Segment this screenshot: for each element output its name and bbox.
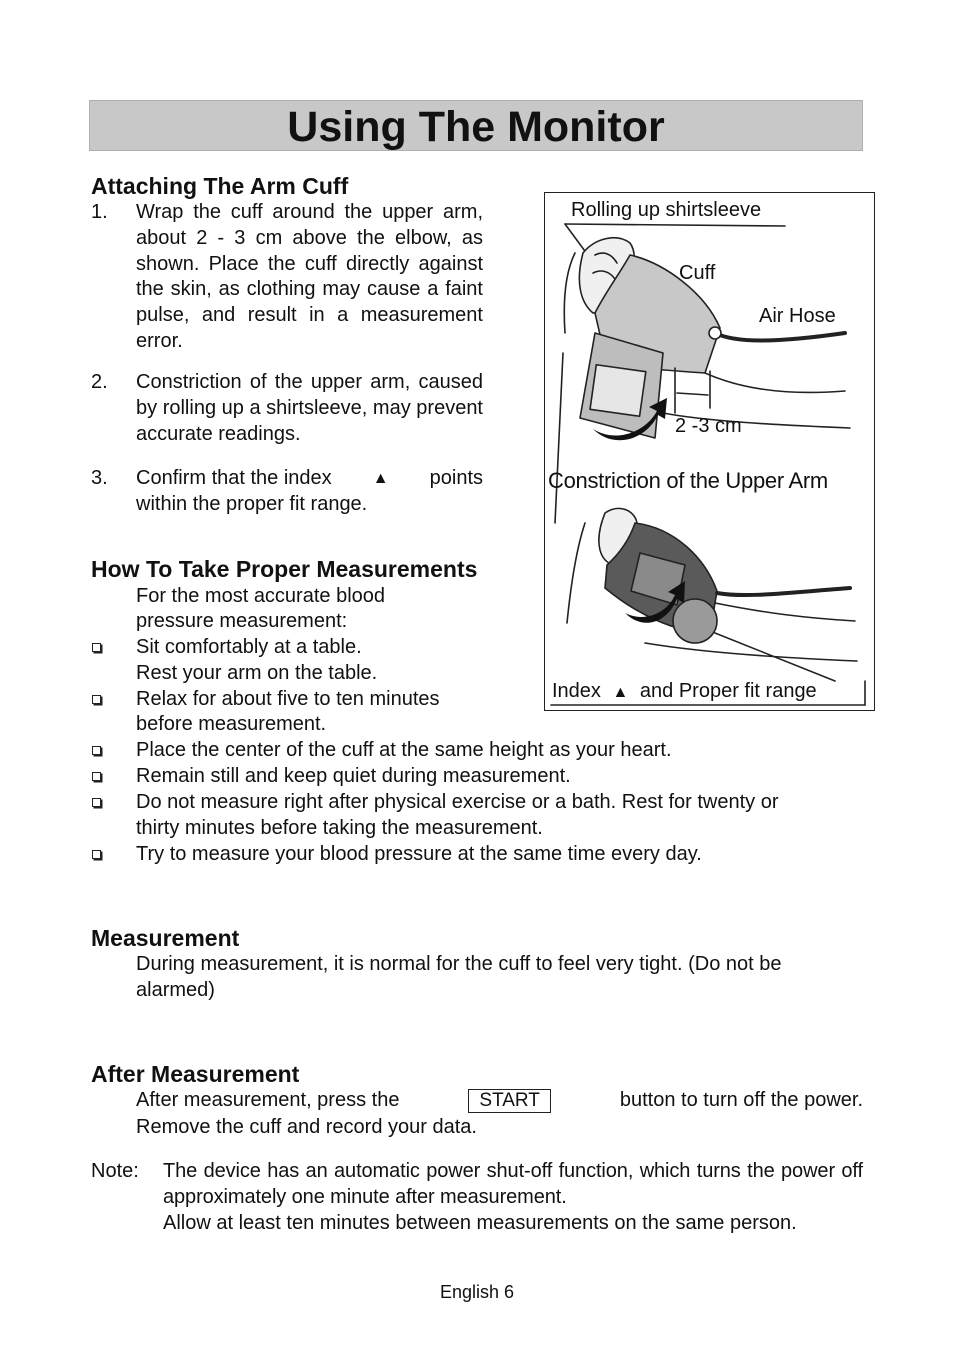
measurement-heading: Measurement [91, 925, 240, 951]
item-2-number: 2. [91, 371, 108, 393]
cuff-figure [544, 192, 875, 711]
after-line2: Remove the cuff and record your data. [136, 1116, 477, 1138]
checkbox-bullet-icon [92, 643, 101, 652]
proper-item-2-line2: before measurement. [136, 713, 327, 735]
proper-item-4-line1: Remain still and keep quiet during measurement. [136, 765, 571, 787]
checkbox-bullet-icon [92, 695, 101, 704]
note-line2: Allow at least ten minutes between measurements on the same person. [163, 1212, 797, 1234]
item-3-text-after: points [429, 467, 483, 489]
proper-item-1-line1: Sit comfortably at a table. [136, 636, 362, 658]
item-3-text-before: Confirm that the index [136, 467, 332, 489]
after-text-before: After measurement, press the [136, 1089, 400, 1111]
start-button-label: START [468, 1089, 551, 1113]
checkbox-bullet-icon [92, 850, 101, 859]
measurement-text: During measurement, it is normal for the cuff to feel very tight. (Do not be alarmed) [136, 953, 782, 1001]
proper-intro-2: pressure measurement: [136, 610, 348, 632]
label-index-after: and Proper fit range [639, 680, 817, 702]
page-title: Using The Monitor [287, 103, 665, 151]
proper-intro-1: For the most accurate blood [136, 585, 386, 607]
checkbox-bullet-icon [92, 772, 101, 781]
page-footer: English 6 [439, 1282, 515, 1302]
proper-item-2-line1: Relax for about five to ten minutes [136, 688, 440, 710]
proper-item-6-line1: Try to measure your blood pressure at the same time every day. [136, 843, 702, 865]
after-heading: After Measurement [91, 1061, 300, 1087]
item-1-text: Wrap the cuff around the upper arm, about 2 - 3 cm above the elbow, as shown. Place the cuff directly against the skin, as clothing may cause a faint pulse, and result in a measurement error. [136, 201, 483, 352]
label-index [552, 679, 817, 705]
label-cuff: Cuff [679, 262, 716, 284]
label-index-before: Index [552, 680, 601, 702]
item-3-line1 [136, 466, 483, 492]
index-triangle-icon: ▲ [372, 470, 389, 487]
label-distance: 2 -3 cm [675, 415, 742, 437]
item-2-text: Constriction of the upper arm, caused by rolling up a shirtsleeve, may prevent accurate readings. [136, 371, 483, 445]
checkbox-bullet-icon [92, 798, 101, 807]
index-triangle-icon: ▲ [612, 684, 629, 701]
note-label: Note: [91, 1160, 139, 1182]
attaching-heading: Attaching The Arm Cuff [91, 173, 349, 199]
label-air-hose: Air Hose [759, 305, 836, 327]
item-3-line2: within the proper fit range. [136, 493, 368, 515]
after-line1 [136, 1088, 863, 1114]
proper-item-5-line2: thirty minutes before taking the measurement. [136, 817, 543, 839]
item-3-number: 3. [91, 467, 108, 489]
note-line1: The device has an automatic power shut-off function, which turns the power off approximately one minute after measurement. [163, 1160, 863, 1208]
proper-heading: How To Take Proper Measurements [91, 556, 478, 582]
proper-item-5-line1: Do not measure right after physical exercise or a bath. Rest for twenty or [136, 791, 779, 813]
label-constriction: Constriction of the Upper Arm [548, 468, 828, 493]
checkbox-bullet-icon [92, 746, 101, 755]
label-rolling-sleeve: Rolling up shirtsleeve [571, 199, 762, 221]
proper-item-1-line2: Rest your arm on the table. [136, 662, 378, 684]
item-1-number: 1. [91, 201, 108, 223]
proper-item-3-line1: Place the center of the cuff at the same height as your heart. [136, 739, 672, 761]
after-text-after: button to turn off the power. [619, 1089, 863, 1111]
